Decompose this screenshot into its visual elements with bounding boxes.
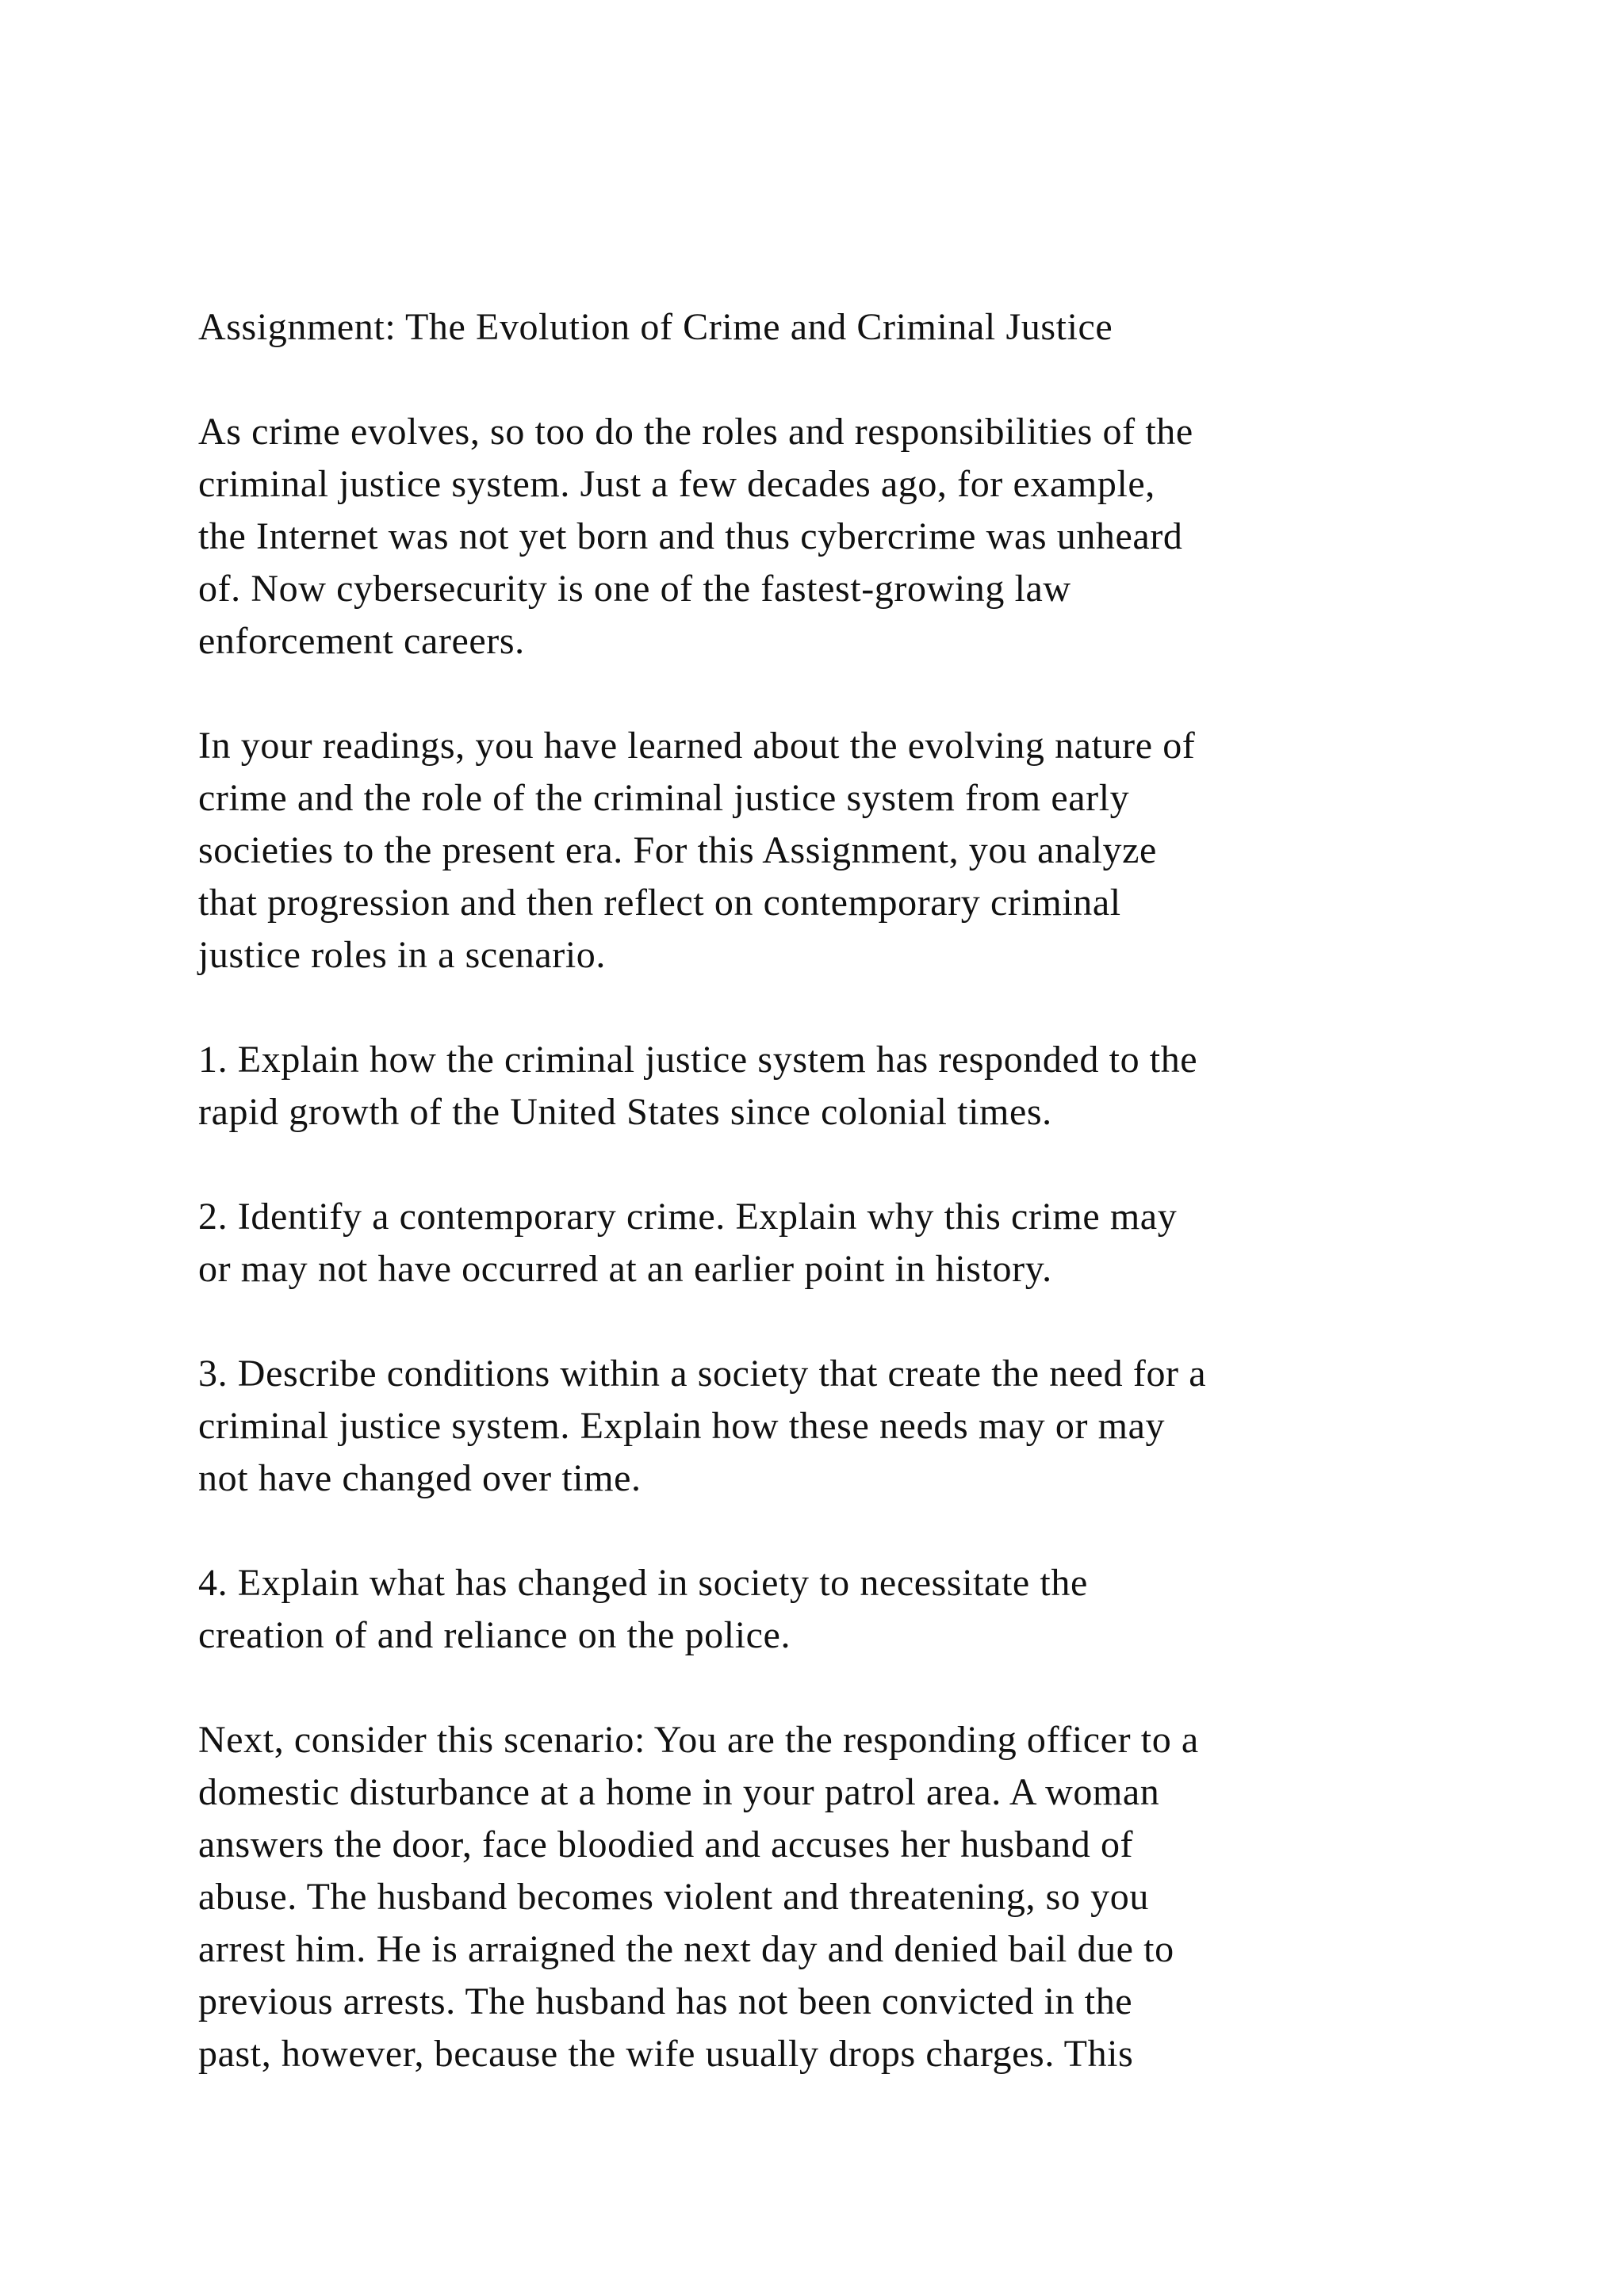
text-line: or may not have occurred at an earlier point in history. (198, 1248, 1052, 1290)
list-item-1 (198, 1034, 1546, 1138)
text-line: arrest him. He is arraigned the next day and denied bail due to (198, 1928, 1174, 1970)
text-line: creation of and reliance on the police. (198, 1614, 791, 1656)
text-line: criminal justice system. Explain how these needs may or may (198, 1405, 1166, 1447)
text-line: the Internet was not yet born and thus cybercrime was unheard (198, 515, 1183, 557)
paragraph-gap (198, 668, 1546, 720)
text-line: Next, consider this scenario: You are the responding officer to a (198, 1719, 1199, 1761)
text-line: not have changed over time. (198, 1457, 642, 1499)
text-line: 4. Explain what has changed in society to necessitate the (198, 1562, 1088, 1604)
list-item-3 (198, 1348, 1546, 1505)
paragraph-readings (198, 720, 1546, 982)
text-line: 1. Explain how the criminal justice system has responded to the (198, 1039, 1198, 1081)
document-title: Assignment: The Evolution of Crime and Criminal Justice (198, 306, 1113, 348)
list-item-4 (198, 1557, 1546, 1662)
paragraph-gap (198, 1505, 1546, 1557)
text-line: societies to the present era. For this Assignment, you analyze (198, 829, 1157, 871)
text-line: crime and the role of the criminal justice system from early (198, 777, 1130, 819)
text-line: As crime evolves, so too do the roles and responsibilities of the (198, 411, 1193, 453)
paragraph-intro (198, 406, 1546, 668)
list-item-2 (198, 1191, 1546, 1295)
paragraph-gap (198, 354, 1546, 406)
text-line: of. Now cybersecurity is one of the fastest-growing law (198, 568, 1071, 610)
paragraph-gap (198, 1295, 1546, 1348)
document-body (198, 301, 1546, 2080)
text-line: 3. Describe conditions within a society that create the need for a (198, 1353, 1207, 1395)
text-line: criminal justice system. Just a few decades ago, for example, (198, 463, 1155, 505)
paragraph-gap (198, 982, 1546, 1034)
text-line: past, however, because the wife usually drops charges. This (198, 2033, 1134, 2075)
text-line: In your readings, you have learned about the evolving nature of (198, 725, 1196, 767)
text-line: domestic disturbance at a home in your patrol area. A woman (198, 1771, 1160, 1813)
paragraph-gap (198, 1662, 1546, 1714)
text-line: rapid growth of the United States since colonial times. (198, 1091, 1052, 1133)
paragraph-scenario (198, 1714, 1546, 2080)
text-line: answers the door, face bloodied and accuses her husband of (198, 1823, 1134, 1866)
text-line: 2. Identify a contemporary crime. Explain why this crime may (198, 1196, 1178, 1238)
text-line: previous arrests. The husband has not been convicted in the (198, 1980, 1133, 2022)
text-line: abuse. The husband becomes violent and threatening, so you (198, 1876, 1149, 1918)
text-line: enforcement careers. (198, 620, 525, 662)
paragraph-gap (198, 1138, 1546, 1191)
text-line: that progression and then reflect on contemporary criminal (198, 882, 1121, 924)
text-line: justice roles in a scenario. (198, 934, 606, 976)
